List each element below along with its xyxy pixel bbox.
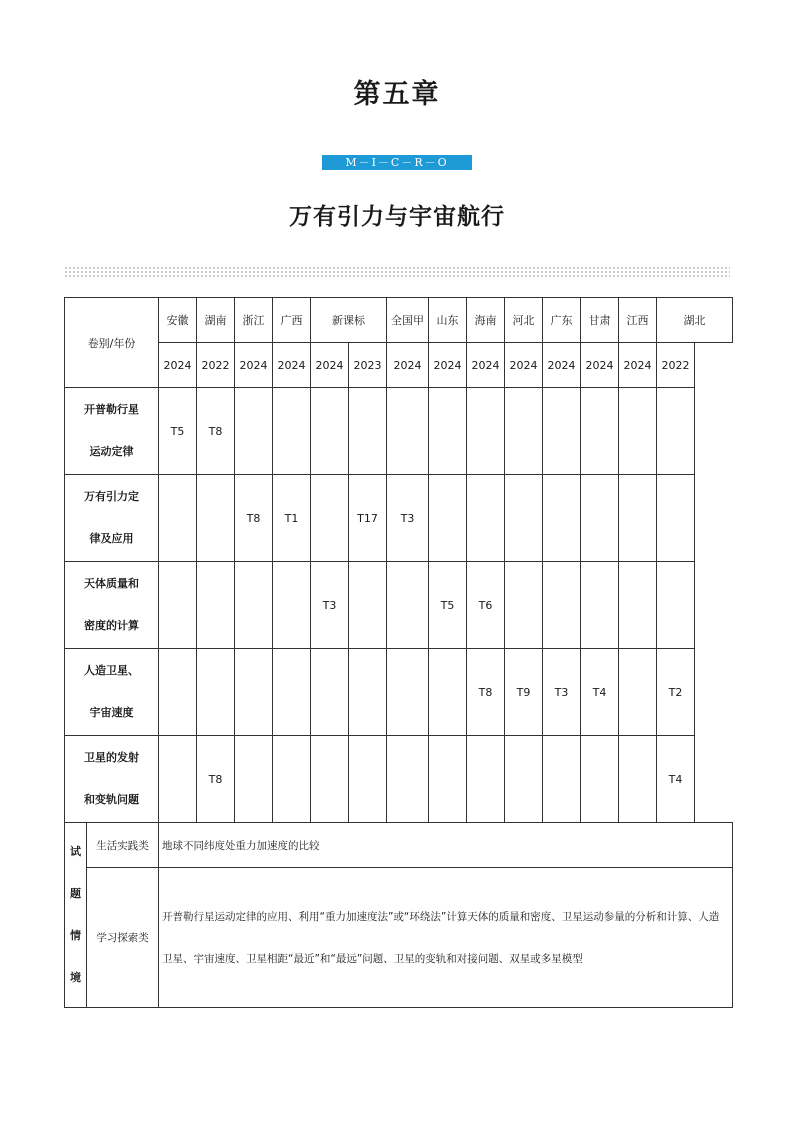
topic-line: 人造卫星、: [84, 664, 139, 677]
question-cell: [657, 562, 695, 649]
question-cell: [311, 475, 349, 562]
question-cell: [311, 388, 349, 475]
question-cell: [349, 562, 387, 649]
question-cell: [467, 475, 505, 562]
region-header: 全国甲: [387, 298, 429, 343]
question-cell: [387, 736, 429, 823]
study-explore-label: 学习探索类: [87, 868, 159, 1008]
chapter-subtitle: 万有引力与宇宙航行: [289, 204, 505, 230]
question-cell: [467, 736, 505, 823]
question-cell: T3: [387, 475, 429, 562]
region-header: 新课标: [311, 298, 387, 343]
region-header: 广西: [273, 298, 311, 343]
question-cell: [429, 736, 467, 823]
topic-line: 万有引力定: [84, 490, 139, 503]
year-header: 2024: [581, 343, 619, 388]
topic-line: 天体质量和: [84, 577, 139, 590]
question-cell: [467, 388, 505, 475]
question-cell: T1: [273, 475, 311, 562]
question-cell: [235, 562, 273, 649]
question-cell: T3: [543, 649, 581, 736]
table-row: [65, 736, 733, 823]
table-row: [65, 562, 733, 649]
question-cell: [505, 736, 543, 823]
question-cell: [273, 388, 311, 475]
region-header: 广东: [543, 298, 581, 343]
question-cell: [619, 649, 657, 736]
question-cell: [657, 475, 695, 562]
question-cell: T5: [159, 388, 197, 475]
question-cell: [429, 475, 467, 562]
question-cell: [581, 736, 619, 823]
topic-line: 律及应用: [89, 532, 134, 545]
region-header: 湖北: [657, 298, 733, 343]
question-cell: [235, 736, 273, 823]
table-row: [65, 649, 733, 736]
question-cell: [581, 388, 619, 475]
question-cell: [311, 736, 349, 823]
topic-line: 运动定律: [89, 445, 134, 458]
question-cell: [505, 562, 543, 649]
question-cell: [581, 475, 619, 562]
question-cell: [619, 562, 657, 649]
topic-cell: [65, 736, 159, 823]
region-header: 海南: [467, 298, 505, 343]
question-cell: [273, 649, 311, 736]
question-cell: [235, 649, 273, 736]
topic-cell: [65, 475, 159, 562]
question-cell: T2: [657, 649, 695, 736]
question-cell: T8: [467, 649, 505, 736]
region-header: 甘肃: [581, 298, 619, 343]
context-label: [65, 823, 87, 1008]
year-header: 2024: [505, 343, 543, 388]
question-cell: [159, 562, 197, 649]
year-header: 2024: [311, 343, 349, 388]
life-practice-label: 生活实践类: [87, 823, 159, 868]
table-row: [65, 388, 733, 475]
topic-line: 卫星的发射: [84, 751, 139, 764]
question-cell: T3: [311, 562, 349, 649]
year-header: 2022: [197, 343, 235, 388]
question-cell: [349, 736, 387, 823]
question-cell: [159, 475, 197, 562]
question-cell: [619, 388, 657, 475]
life-practice-text: 地球不同纬度处重力加速度的比较: [159, 823, 733, 868]
question-cell: [197, 649, 235, 736]
year-header: 2022: [657, 343, 695, 388]
question-cell: T4: [581, 649, 619, 736]
question-cell: [197, 562, 235, 649]
question-cell: [619, 475, 657, 562]
year-header: 2023: [349, 343, 387, 388]
topic-line: 宇宙速度: [89, 706, 134, 719]
question-cell: [429, 388, 467, 475]
year-header: 2024: [429, 343, 467, 388]
topic-line: 开普勒行星: [84, 403, 139, 416]
question-cell: T17: [349, 475, 387, 562]
chapter-title: 第五章: [353, 79, 441, 110]
question-cell: [235, 388, 273, 475]
question-cell: [159, 649, 197, 736]
question-cell: [543, 736, 581, 823]
question-cell: [311, 649, 349, 736]
region-header: 安徽: [159, 298, 197, 343]
question-cell: T8: [235, 475, 273, 562]
question-cell: [543, 562, 581, 649]
question-cell: [387, 388, 429, 475]
study-explore-text: 开普勒行星运动定律的应用、利用“重力加速度法”或“环绕法”计算天体的质量和密度、卫星运动参量的分析和计算、人造卫星、宇宙速度、卫星相距“最近”和“最远”问题、卫星的变轨和对接问题、双星或多星模型: [159, 868, 733, 1008]
context-label-char: 情: [70, 929, 81, 942]
year-header: 2024: [273, 343, 311, 388]
region-header: 江西: [619, 298, 657, 343]
question-cell: T8: [197, 388, 235, 475]
question-cell: [159, 736, 197, 823]
question-cell: T5: [429, 562, 467, 649]
topic-cell: [65, 649, 159, 736]
question-cell: [619, 736, 657, 823]
year-header: 2024: [543, 343, 581, 388]
exam-table: [64, 297, 733, 1008]
year-header: 2024: [387, 343, 429, 388]
question-cell: [505, 475, 543, 562]
context-label-char: 试: [70, 845, 81, 858]
question-cell: [543, 475, 581, 562]
question-cell: T6: [467, 562, 505, 649]
year-header: 2024: [467, 343, 505, 388]
year-header: 2024: [235, 343, 273, 388]
question-cell: T9: [505, 649, 543, 736]
question-cell: [387, 562, 429, 649]
year-header: 2024: [159, 343, 197, 388]
region-header: 河北: [505, 298, 543, 343]
question-cell: [273, 736, 311, 823]
question-cell: [197, 475, 235, 562]
region-header: 浙江: [235, 298, 273, 343]
question-cell: [273, 562, 311, 649]
question-cell: [505, 388, 543, 475]
topic-line: 密度的计算: [84, 619, 139, 632]
corner-label: 卷别/年份: [65, 298, 159, 388]
context-label-char: 境: [70, 971, 81, 984]
region-header: 湖南: [197, 298, 235, 343]
question-cell: T4: [657, 736, 695, 823]
question-cell: [543, 388, 581, 475]
topic-cell: [65, 562, 159, 649]
question-cell: [581, 562, 619, 649]
context-label-char: 题: [70, 887, 81, 900]
question-cell: [387, 649, 429, 736]
question-cell: [657, 388, 695, 475]
topic-cell: [65, 388, 159, 475]
micro-banner: M－I－C－R－O: [322, 155, 472, 170]
topic-line: 和变轨问题: [84, 793, 139, 806]
region-header: 山东: [429, 298, 467, 343]
year-header: 2024: [619, 343, 657, 388]
table-row: [65, 475, 733, 562]
question-cell: [349, 388, 387, 475]
question-cell: T8: [197, 736, 235, 823]
dotted-divider: [64, 266, 730, 278]
question-cell: [429, 649, 467, 736]
question-cell: [349, 649, 387, 736]
